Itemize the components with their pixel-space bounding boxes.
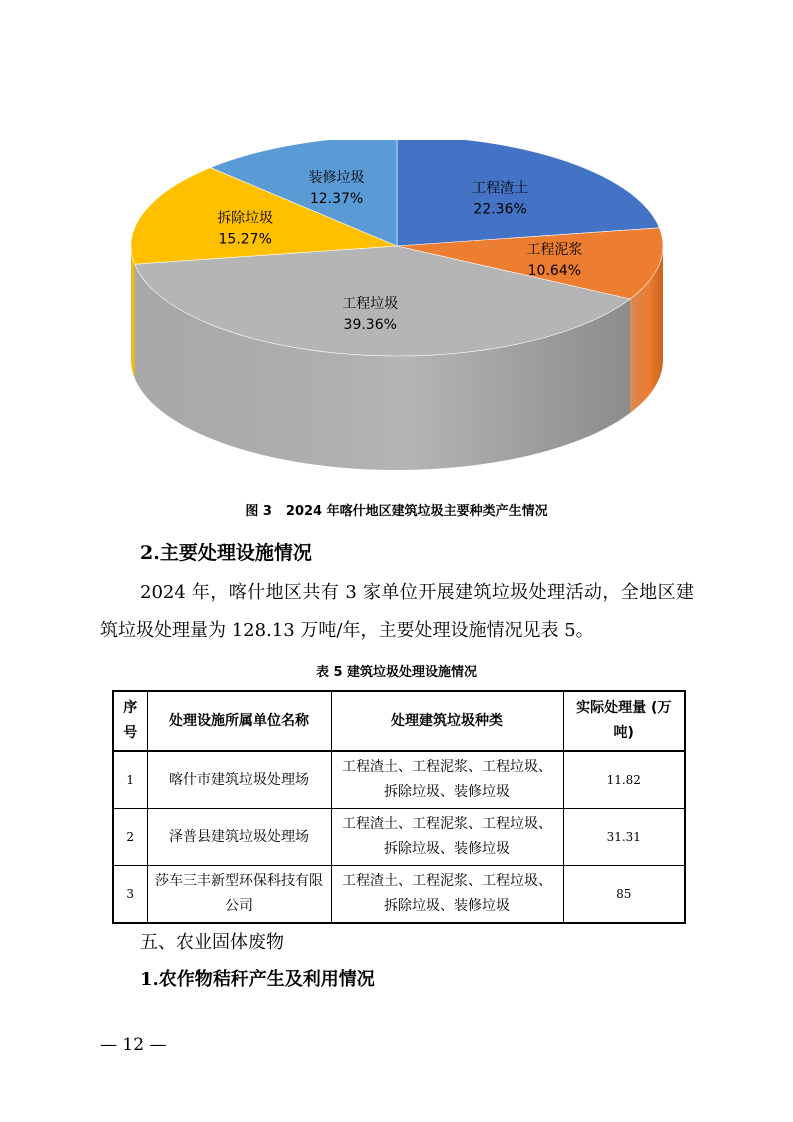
pie-chart	[110, 140, 690, 500]
figure-caption-text: 2024 年喀什地区建筑垃圾主要种类产生情况	[285, 504, 548, 519]
pie-slice-0	[397, 140, 659, 246]
section-five-heading: 五、农业固体废物	[140, 932, 284, 953]
slice-label-3: 拆除垃圾	[217, 210, 274, 227]
figure-number: 图 3	[245, 504, 272, 519]
cell-amount: 85	[563, 866, 685, 924]
facility-table	[112, 690, 686, 924]
page-number: — 12 —	[100, 1035, 167, 1055]
slice-value-1: 10.64%	[527, 263, 582, 280]
table-header-row	[113, 691, 685, 751]
table-title: 表 5 建筑垃圾处理设施情况	[315, 665, 478, 680]
header-no: 序号	[113, 691, 147, 751]
slice-label-4: 装修垃圾	[308, 169, 365, 186]
cell-unit: 泽普县建筑垃圾处理场	[147, 809, 331, 866]
section-heading: 2.主要处理设施情况	[140, 542, 312, 564]
table-row	[113, 866, 685, 924]
figure-caption	[0, 500, 793, 519]
slice-label-0: 工程渣土	[472, 180, 529, 197]
header-types: 处理建筑垃圾种类	[331, 691, 563, 751]
slice-value-2: 39.36%	[343, 317, 397, 334]
slice-label-2: 工程垃圾	[342, 296, 399, 313]
cell-types: 工程渣土、工程泥浆、工程垃圾、拆除垃圾、装修垃圾	[331, 866, 563, 924]
body-paragraph: 2024 年，喀什地区共有 3 家单位开展建筑垃圾处理活动，全地区建筑垃圾处理量为 128.13 万吨/年，主要处理设施情况见表 5。	[100, 582, 694, 641]
slice-value-3: 15.27%	[218, 231, 272, 248]
cell-amount: 31.31	[563, 809, 685, 866]
cell-amount: 11.82	[563, 751, 685, 809]
cell-unit: 喀什市建筑垃圾处理场	[147, 751, 331, 809]
table-row	[113, 809, 685, 866]
cell-unit: 莎车三丰新型环保科技有限公司	[147, 866, 331, 924]
cell-no: 3	[113, 866, 147, 924]
slice-label-1: 工程泥浆	[526, 242, 583, 259]
cell-types: 工程渣土、工程泥浆、工程垃圾、拆除垃圾、装修垃圾	[331, 809, 563, 866]
slice-value-0: 22.36%	[473, 201, 527, 218]
subsection-heading: 1.农作物秸秆产生及利用情况	[140, 969, 375, 990]
cell-types: 工程渣土、工程泥浆、工程垃圾、拆除垃圾、装修垃圾	[331, 751, 563, 809]
cell-no: 1	[113, 751, 147, 809]
pie-chart-svg	[110, 140, 690, 500]
table-row	[113, 751, 685, 809]
pie-side-3	[131, 246, 135, 378]
cell-no: 2	[113, 809, 147, 866]
header-unit: 处理设施所属单位名称	[147, 691, 331, 751]
slice-value-4: 12.37%	[309, 190, 364, 207]
header-amount: 实际处理量 (万吨)	[563, 691, 685, 751]
